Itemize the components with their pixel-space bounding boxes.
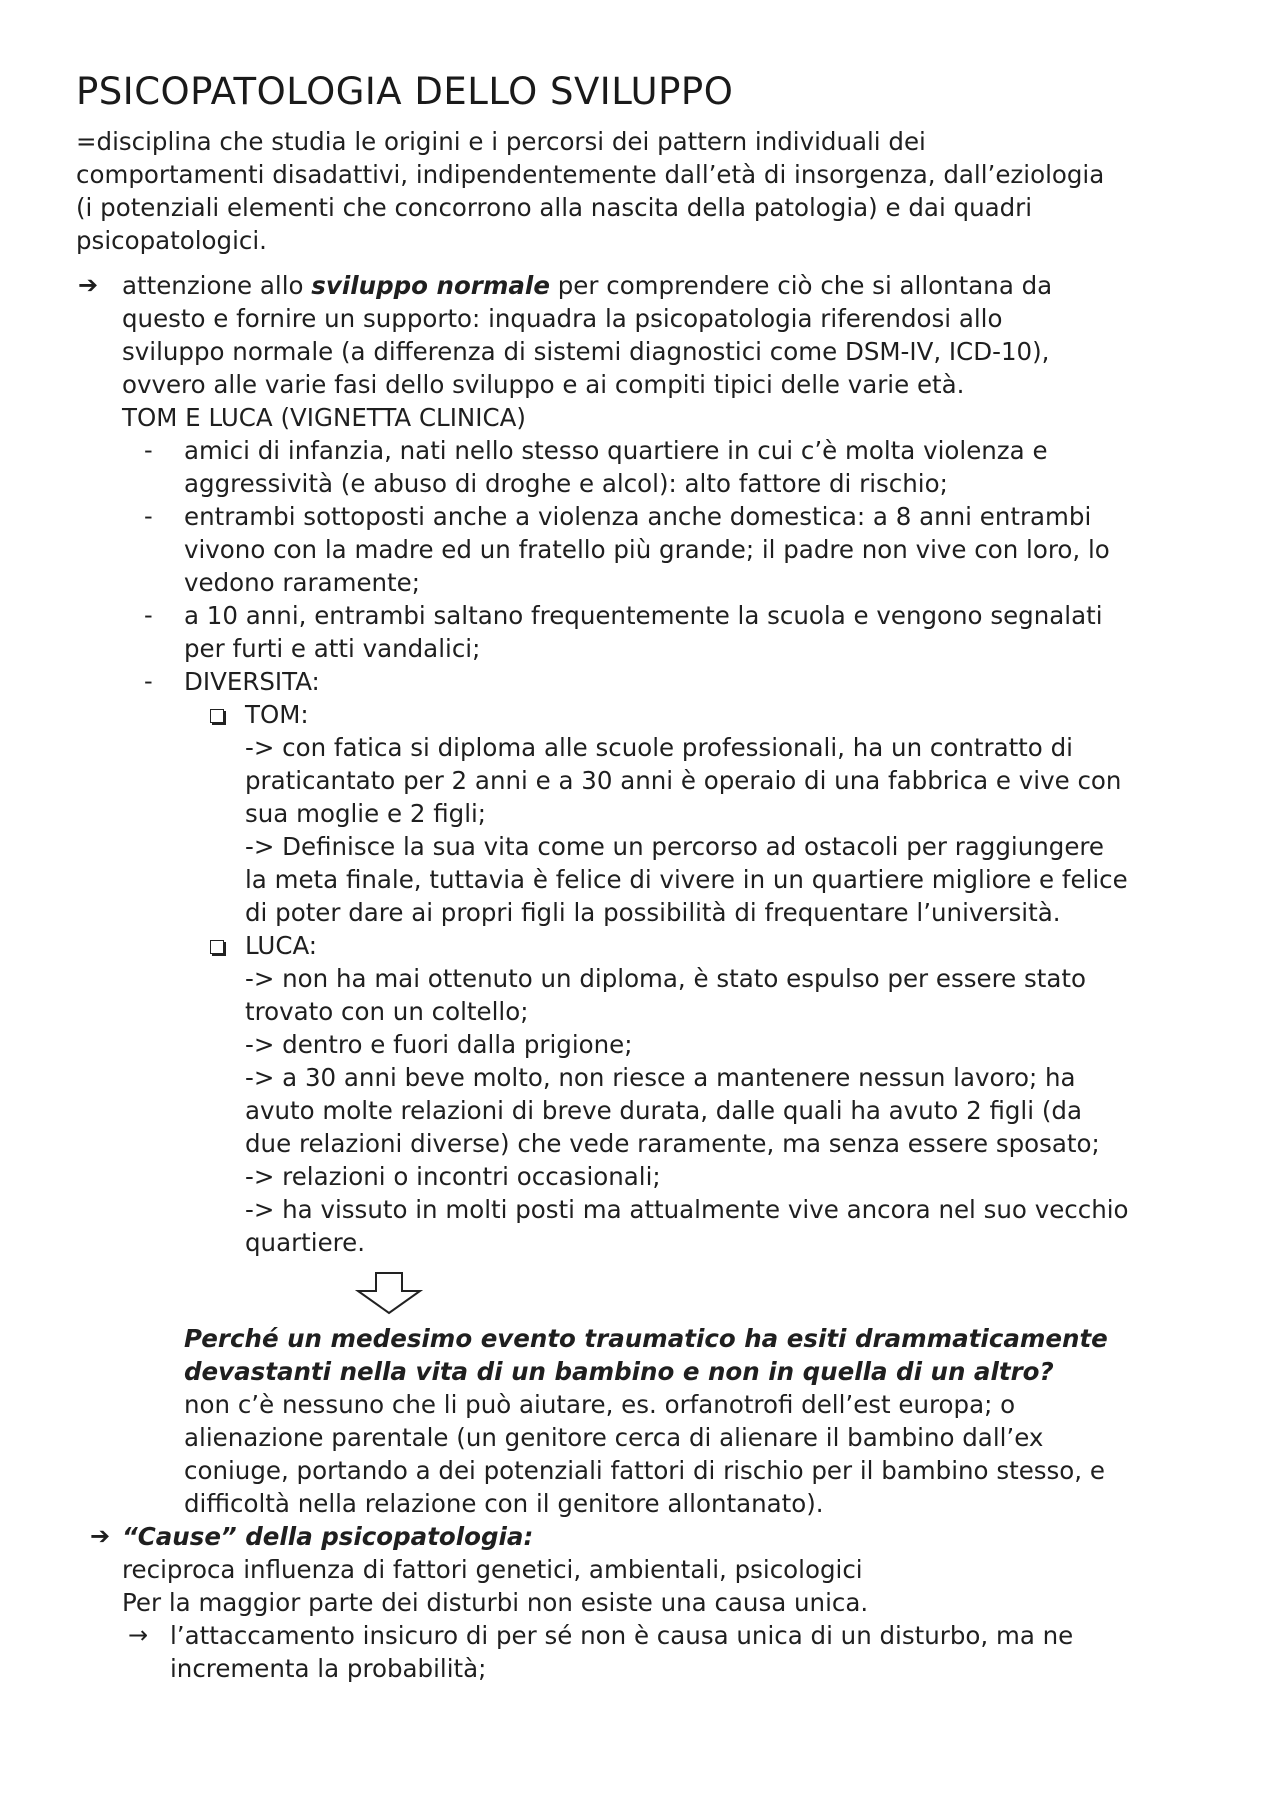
vignette-item-line: a 10 anni, entrambi saltano frequentemente la scuola e vengono segnalati xyxy=(184,601,1103,630)
luca-line: due relazioni diverse) che vede raramente, ma senza essere sposato; xyxy=(245,1129,1100,1158)
section1-first-line xyxy=(122,269,1052,302)
page-title: PSICOPATOLOGIA DELLO SVILUPPO xyxy=(76,70,734,113)
luca-line: trovato con un coltello; xyxy=(245,997,529,1026)
arrow-bullet-icon: ➔ xyxy=(90,1522,111,1550)
vignette-item-line: per furti e atti vandalici; xyxy=(184,634,481,663)
luca-line: -> ha vissuto in molti posti ma attualmente vive ancora nel suo vecchio xyxy=(245,1195,1129,1224)
down-arrow-icon xyxy=(354,1271,424,1315)
answer-line: coniuge, portando a dei potenziali fattori di rischio per il bambino stesso, e xyxy=(184,1456,1105,1485)
answer-line: alienazione parentale (un genitore cerca di alienare il bambino dall’ex xyxy=(184,1423,1044,1452)
dash-bullet: - xyxy=(144,601,153,629)
question-line: Perché un medesimo evento traumatico ha esiti drammaticamente xyxy=(184,1324,1108,1353)
dash-bullet: - xyxy=(144,436,153,464)
checkbox-bullet-icon xyxy=(210,940,224,954)
luca-line: quartiere. xyxy=(245,1228,366,1257)
vignette-item-line: aggressività (e abuso di droghe e alcol): alto fattore di rischio; xyxy=(184,469,948,498)
tom-line: la meta finale, tuttavia è felice di vivere in un quartiere migliore e felice xyxy=(245,865,1128,894)
tom-line: praticantato per 2 anni e a 30 anni è operaio di una fabbrica e vive con xyxy=(245,766,1122,795)
tom-line: sua moglie e 2 figli; xyxy=(245,799,487,828)
arrow-bullet-icon: ➔ xyxy=(78,271,99,299)
luca-line: -> non ha mai ottenuto un diploma, è stato espulso per essere stato xyxy=(245,964,1086,993)
definition-line: psicopatologici. xyxy=(76,226,267,255)
section1-line: questo e fornire un supporto: inquadra la psicopatologia riferendosi allo xyxy=(122,304,1003,333)
section1-line: ovvero alle varie fasi dello sviluppo e ai compiti tipici delle varie età. xyxy=(122,370,965,399)
checkbox-bullet-icon xyxy=(210,709,224,723)
tom-line: di poter dare ai propri figli la possibilità di frequentare l’università. xyxy=(245,898,1061,927)
section1-suffix: per comprendere ciò che si allontana da xyxy=(549,271,1053,300)
answer-line: non c’è nessuno che li può aiutare, es. orfanotrofi dell’est europa; o xyxy=(184,1390,1016,1419)
vignette-item-line: vivono con la madre ed un fratello più grande; il padre non vive con loro, lo xyxy=(184,535,1110,564)
section2-heading: “Cause” della psicopatologia: xyxy=(122,1522,534,1551)
question-line: devastanti nella vita di un bambino e non in quella di un altro? xyxy=(184,1357,1054,1386)
section1-line: sviluppo normale (a differenza di sistemi diagnostici come DSM-IV, ICD-10), xyxy=(122,337,1050,366)
answer-line: difficoltà nella relazione con il genitore allontanato). xyxy=(184,1489,824,1518)
vignette-item-line: DIVERSITA: xyxy=(184,667,320,696)
tom-line: -> con fatica si diploma alle scuole professionali, ha un contratto di xyxy=(245,733,1073,762)
vignette-item-line: vedono raramente; xyxy=(184,568,420,597)
definition-line: =disciplina che studia le origini e i percorsi dei pattern individuali dei xyxy=(76,127,926,156)
section2-sub-line: l’attaccamento insicuro di per sé non è causa unica di un disturbo, ma ne xyxy=(170,1621,1074,1650)
vignette-item-line: entrambi sottoposti anche a violenza anche domestica: a 8 anni entrambi xyxy=(184,502,1092,531)
thin-arrow-icon: → xyxy=(128,1621,149,1649)
dash-bullet: - xyxy=(144,502,153,530)
luca-line: avuto molte relazioni di breve durata, dalle quali ha avuto 2 figli (da xyxy=(245,1096,1082,1125)
vignette-item-line: amici di infanzia, nati nello stesso quartiere in cui c’è molta violenza e xyxy=(184,436,1048,465)
luca-line: -> a 30 anni beve molto, non riesce a mantenere nessun lavoro; ha xyxy=(245,1063,1076,1092)
tom-line: -> Definisce la sua vita come un percorso ad ostacoli per raggiungere xyxy=(245,832,1104,861)
section2-line: reciproca influenza di fattori genetici, ambientali, psicologici xyxy=(122,1555,863,1584)
definition-line: (i potenziali elementi che concorrono alla nascita della patologia) e dai quadri xyxy=(76,193,1033,222)
dash-bullet: - xyxy=(144,667,153,695)
definition-line: comportamenti disadattivi, indipendentemente dall’età di insorgenza, dall’eziologia xyxy=(76,160,1105,189)
luca-line: -> dentro e fuori dalla prigione; xyxy=(245,1030,633,1059)
section2-sub-line: incrementa la probabilità; xyxy=(170,1654,487,1683)
luca-label: LUCA: xyxy=(245,931,318,960)
section2-line: Per la maggior parte dei disturbi non esiste una causa unica. xyxy=(122,1588,869,1617)
section1-prefix: attenzione allo xyxy=(122,271,312,300)
tom-label: TOM: xyxy=(245,700,309,729)
vignette-heading: TOM E LUCA (VIGNETTA CLINICA) xyxy=(122,403,526,432)
sviluppo-normale-emphasis: sviluppo normale xyxy=(311,271,550,300)
luca-line: -> relazioni o incontri occasionali; xyxy=(245,1162,661,1191)
